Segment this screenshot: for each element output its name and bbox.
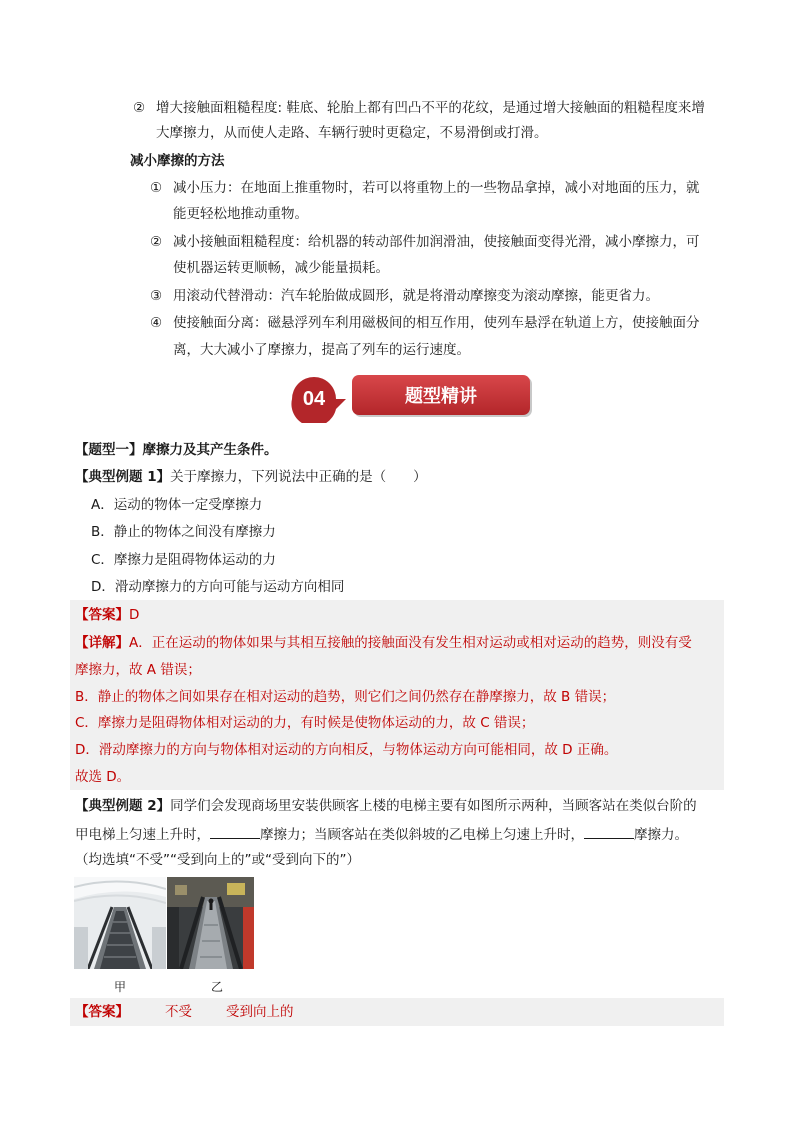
answer-row bbox=[75, 1003, 294, 1021]
text-line: 能更轻松地推动重物。 bbox=[173, 206, 308, 222]
list-number: ① bbox=[150, 180, 163, 196]
option-a: A．运动的物体一定受摩擦力 bbox=[91, 497, 263, 513]
detail-text: 摩擦力，故 A 错误； bbox=[75, 662, 201, 678]
escalator-photo-b bbox=[167, 877, 254, 969]
text-line: 离，大大减小了摩擦力，提高了列车的运行速度。 bbox=[173, 342, 470, 358]
detail-row bbox=[75, 634, 692, 652]
detail-text: 故选 D。 bbox=[75, 769, 131, 785]
section-banner bbox=[288, 373, 538, 423]
answer-label: 【答案】 bbox=[75, 1004, 129, 1020]
detail-text: B．静止的物体之间如果存在相对运动的趋势，则它们之间仍然存在静摩擦力，故 B 错误； bbox=[75, 689, 616, 705]
question-text: 摩擦力；当顾客站在类似斜坡的乙电梯上匀速上升时， bbox=[260, 827, 584, 843]
option-b: B．静止的物体之间没有摩擦力 bbox=[91, 524, 276, 540]
answer-row bbox=[75, 606, 139, 624]
type-heading: 【题型一】摩擦力及其产生条件。 bbox=[75, 442, 278, 458]
answer-value-1: 不受 bbox=[165, 1004, 192, 1020]
question-text: 关于摩擦力，下列说法中正确的是（ ） bbox=[170, 469, 427, 485]
list-number: ④ bbox=[150, 315, 163, 331]
list-number: ② bbox=[133, 100, 146, 116]
example-1-question bbox=[75, 468, 427, 486]
section-heading: 减小摩擦的方法 bbox=[130, 153, 225, 169]
example-label: 【典型例题 1】 bbox=[75, 469, 171, 485]
list-number: ② bbox=[150, 234, 163, 250]
answer-value-2: 受到向上的 bbox=[226, 1004, 294, 1020]
question-line bbox=[75, 824, 688, 844]
question-text: 甲电梯上匀速上升时， bbox=[75, 827, 210, 843]
escalator-photo-a bbox=[74, 877, 166, 969]
text-line: 大摩擦力，从而使人走路、车辆行驶时更稳定，不易滑倒或打滑。 bbox=[156, 125, 548, 141]
detail-text: C．摩擦力是阻碍物体相对运动的力，有时候是使物体运动的力，故 C 错误； bbox=[75, 715, 535, 731]
question-text: 摩擦力。 bbox=[634, 827, 688, 843]
example-2-question bbox=[75, 797, 697, 815]
text-line: 使机器运转更顺畅，减少能量损耗。 bbox=[173, 260, 389, 276]
list-number: ③ bbox=[150, 288, 163, 304]
text-line: 减小压力：在地面上推重物时，若可以将重物上的一些物品拿掉，减小对地面的压力，就 bbox=[173, 180, 700, 196]
text-line: 用滚动代替滑动：汽车轮胎做成圆形，就是将滑动摩擦变为滚动摩擦，能更省力。 bbox=[173, 288, 659, 304]
detail-text: A．正在运动的物体如果与其相互接触的接触面没有发生相对运动或相对运动的趋势，则没有受 bbox=[129, 635, 692, 651]
banner-number: 04 bbox=[302, 388, 326, 410]
example-label: 【典型例题 2】 bbox=[75, 798, 171, 814]
question-hint: （均选填“不受”“受到向上的”或“受到向下的”） bbox=[75, 852, 360, 868]
fill-blank-2[interactable] bbox=[584, 824, 634, 839]
answer-label: 【答案】 bbox=[75, 607, 129, 623]
question-text: 同学们会发现商场里安装供顾客上楼的电梯主要有如图所示两种，当顾客站在类似台阶的 bbox=[170, 798, 697, 814]
option-d: D．滑动摩擦力的方向可能与运动方向相同 bbox=[91, 579, 345, 595]
fill-blank-1[interactable] bbox=[210, 824, 260, 839]
image-label-a: 甲 bbox=[114, 980, 127, 994]
text-line: 使接触面分离：磁悬浮列车利用磁极间的相互作用，使列车悬浮在轨道上方，使接触面分 bbox=[173, 315, 700, 331]
text-line: 增大接触面粗糙程度: 鞋底、轮胎上都有凹凸不平的花纹，是通过增大接触面的粗糙程度来增 bbox=[156, 100, 705, 116]
detail-text: D．滑动摩擦力的方向与物体相对运动的方向相反，与物体运动方向可能相同，故 D 正确。 bbox=[75, 742, 618, 758]
answer-value: D bbox=[129, 607, 140, 623]
image-label-b: 乙 bbox=[211, 980, 224, 994]
banner-title: 题型精讲 bbox=[405, 386, 477, 407]
detail-label: 【详解】 bbox=[75, 635, 129, 651]
text-line: 减小接触面粗糙程度：给机器的转动部件加润滑油，使接触面变得光滑，减小摩擦力，可 bbox=[173, 234, 700, 250]
option-c: C．摩擦力是阻碍物体运动的力 bbox=[91, 552, 276, 568]
